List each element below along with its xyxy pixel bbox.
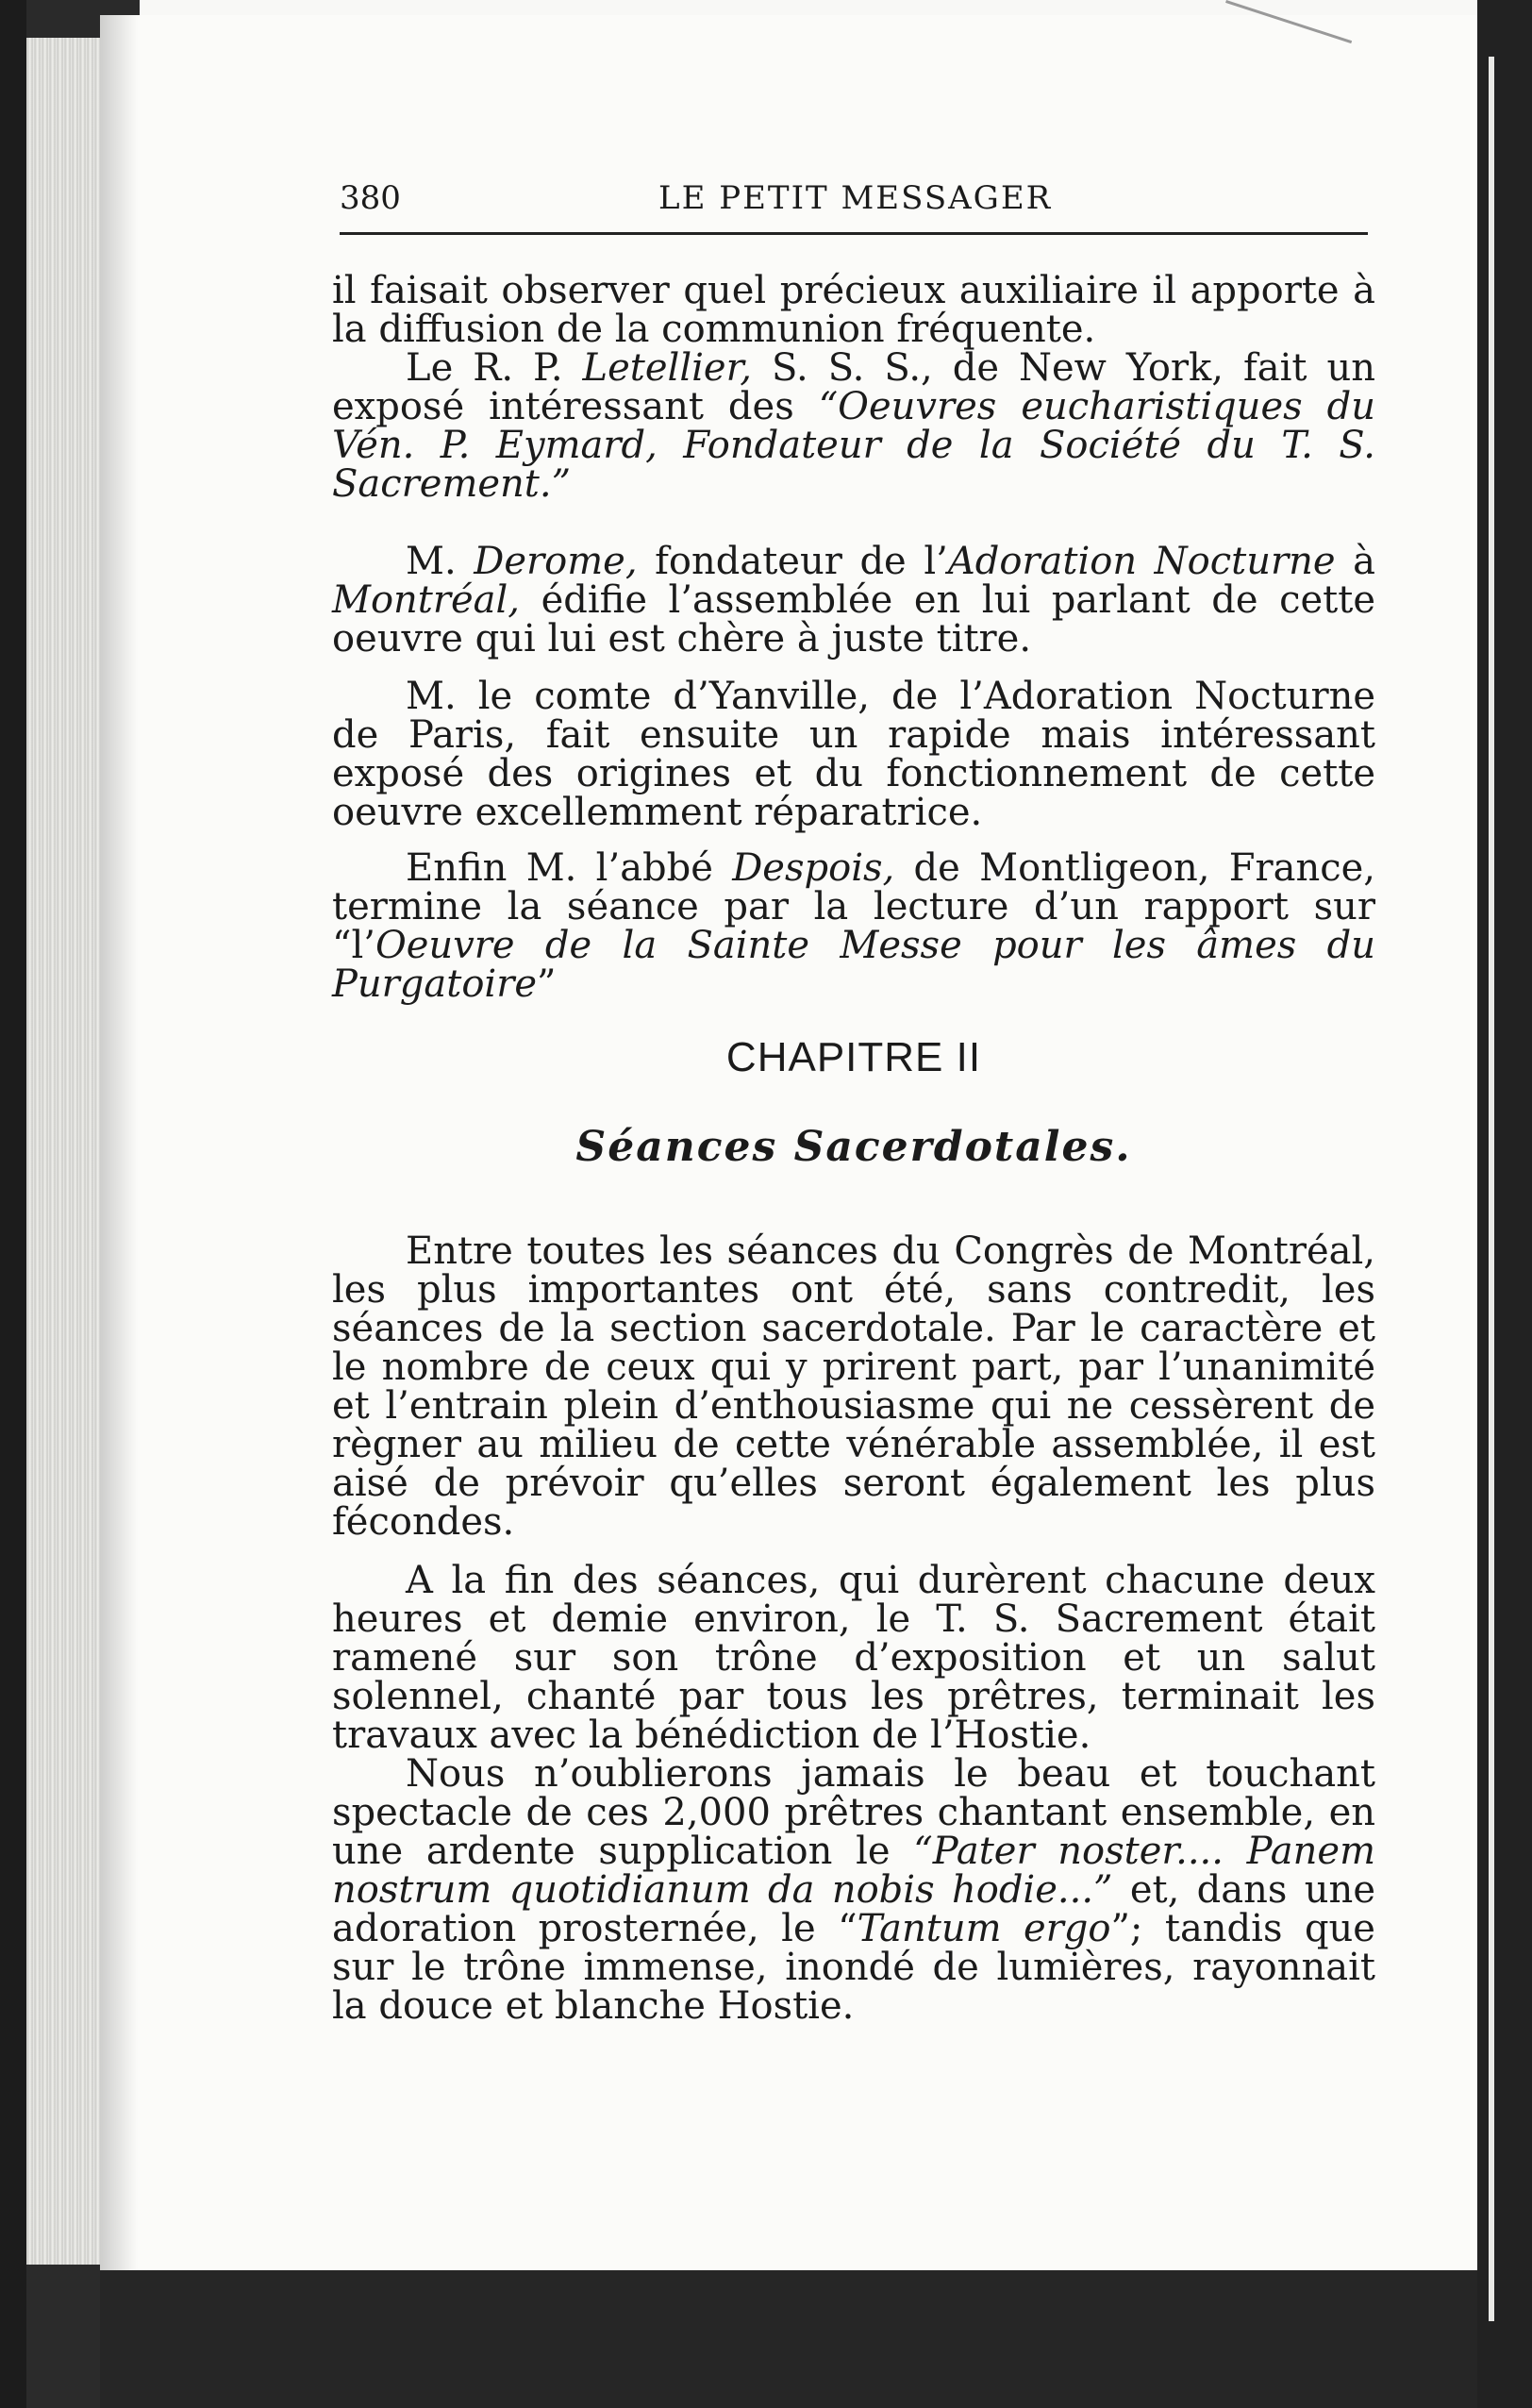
section-heading: Séances Sacerdotales. <box>575 1123 1132 1171</box>
paragraph-3-text-b: fondateur de l’ <box>637 540 948 583</box>
paragraph-7-text: A la fin des séances, qui durèrent chacune deux heures et demie environ, le T. S. Sacrement était ramené sur son trône d’exposition et un salut solennel, chanté par tous les prêtres, terminait les travaux avec la bénédiction de l’Hostie. <box>332 1559 1375 1757</box>
paragraph-8-text-b: et, dans une adoration prosternée, le “ <box>332 1868 1375 1950</box>
paragraph-5-title: Oeuvre de la Sainte Messe pour les âmes du Purgatoire <box>332 924 1375 1006</box>
scan-left-margin <box>0 0 26 2408</box>
paragraph-5-text-b: de Montligeon, France, termine la séance par la lecture d’un rapport sur “l’ <box>332 846 1375 967</box>
paragraph-2-name: Letellier, <box>582 346 753 390</box>
scan-right-margin <box>1477 0 1532 2408</box>
paragraph-2-title: “Oeuvres eucharistiques du Vén. P. Eymard, Fondateur de la Société du T. S. Sacrement.” <box>332 385 1375 506</box>
paragraph-1 <box>332 269 1375 351</box>
paragraph-8-text-a: Nous n’oublierons jamais le beau et touchant spectacle de ces 2,000 prêtres chantant ensemble, en une ardente supplication le <box>332 1752 1375 1873</box>
chapter-heading: CHAPITRE II <box>725 1034 982 1080</box>
paragraph-2-text-b: S. S. S., de New York, fait un exposé intéressant des <box>332 346 1376 428</box>
paragraph-4-text: M. le comte d’Yanville, de l’Adoration Nocturne de Paris, fait ensuite un rapide mais intéressant exposé des origines et du fonctionnement de cette oeuvre excellemment réparatrice. <box>332 675 1375 834</box>
paragraph-5 <box>332 846 1375 1006</box>
paragraph-4 <box>332 677 1375 832</box>
running-head <box>340 176 1377 232</box>
paragraph-3-city: Montréal, <box>332 578 521 622</box>
book-page-edges <box>26 38 100 2265</box>
paragraph-5-text-a: Enfin M. l’abbé <box>406 846 733 890</box>
paragraph-6 <box>332 1229 1375 1544</box>
running-title: LE PETIT MESSAGER <box>658 179 1053 217</box>
paragraph-3-name: Derome, <box>474 540 638 583</box>
facing-page-edge <box>1489 57 1494 2321</box>
paragraph-2 <box>332 346 1376 506</box>
paragraph-1-text: il faisait observer quel précieux auxiliaire il apporte à la diffusion de la communion fréquente. <box>332 269 1375 351</box>
header-rule <box>340 232 1368 235</box>
paragraph-8-text-c: ”; tandis que sur le trône immense, inondé de lumières, rayonnait la douce et blanche Hostie. <box>332 1907 1375 2028</box>
page-number: 380 <box>340 179 401 217</box>
paragraph-3 <box>332 540 1376 661</box>
paragraph-5-name: Despois, <box>732 846 895 890</box>
paragraph-7 <box>332 1559 1375 1757</box>
paragraph-3-org: Adoration Nocturne <box>947 540 1336 583</box>
gutter-shadow <box>100 15 138 2270</box>
paragraph-8-latin-1: “Pater noster.... Panem nostrum quotidianum da nobis hodie...” <box>332 1830 1375 1912</box>
paragraph-8 <box>332 1752 1375 2028</box>
paragraph-6-text: Entre toutes les séances du Congrès de Montréal, les plus importantes ont été, sans contredit, les séances de la section sacerdotale. Par le caractère et le nombre de ceux qui y prirent part, par l’unanimité et l’entrain plein d’enthousiasme qui ne cessèrent de règner au milieu de cette vénérable assemblée, il est aisé de prévoir qu’elles seront également les plus fécondes. <box>332 1229 1375 1544</box>
paragraph-3-text-d: édifie l’assemblée en lui parlant de cette oeuvre qui lui est chère à juste titre. <box>332 578 1375 661</box>
paragraph-5-text-c: ” <box>537 962 557 1006</box>
paragraph-2-text-a: Le R. P. <box>406 346 583 390</box>
paragraph-3-text-a: M. <box>406 540 475 583</box>
scan-bottom-margin <box>100 2270 1477 2408</box>
paragraph-8-latin-2: Tantum ergo <box>857 1907 1111 1950</box>
paragraph-3-text-c: à <box>1335 540 1376 583</box>
